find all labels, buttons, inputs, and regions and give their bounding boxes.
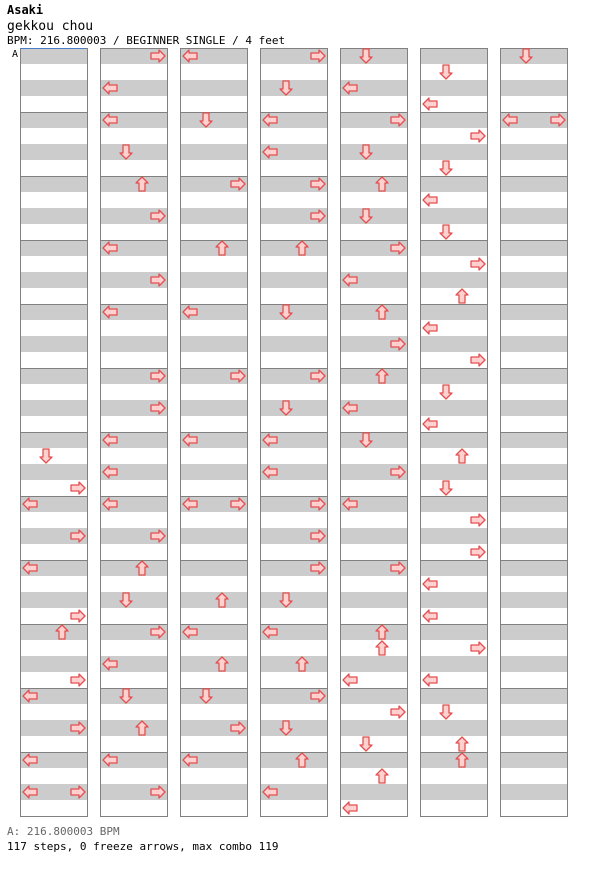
beat-stripe <box>420 688 488 704</box>
beat-stripe <box>260 720 328 736</box>
chart-column-6 <box>420 48 488 817</box>
beat-stripe <box>420 624 488 640</box>
beat-stripe <box>420 288 488 304</box>
beat-stripe <box>340 768 408 784</box>
beat-stripe <box>180 112 248 128</box>
beat-stripe <box>20 48 88 64</box>
beat-stripe <box>420 80 488 96</box>
beat-stripe <box>340 96 408 112</box>
beat-stripe <box>500 496 568 512</box>
beat-stripe <box>420 768 488 784</box>
beat-stripe <box>20 128 88 144</box>
beat-stripe <box>20 96 88 112</box>
beat-stripe <box>500 160 568 176</box>
beat-stripe <box>420 480 488 496</box>
beat-stripe <box>420 464 488 480</box>
beat-stripe <box>20 112 88 128</box>
beat-stripe <box>420 752 488 768</box>
beat-stripe <box>340 656 408 672</box>
beat-stripe <box>340 432 408 448</box>
beat-stripe <box>340 480 408 496</box>
beat-stripe <box>20 640 88 656</box>
beat-stripe <box>420 560 488 576</box>
beat-stripe <box>260 304 328 320</box>
beat-stripe <box>100 704 168 720</box>
beat-stripe <box>100 256 168 272</box>
beat-stripe <box>500 656 568 672</box>
beat-stripe <box>500 64 568 80</box>
beat-stripe <box>20 192 88 208</box>
beat-stripe <box>340 224 408 240</box>
beat-stripe <box>20 800 88 816</box>
step-stats: 117 steps, 0 freeze arrows, max combo 119 <box>7 840 279 853</box>
beat-stripe <box>100 64 168 80</box>
beat-stripe <box>260 128 328 144</box>
beat-stripe <box>420 368 488 384</box>
beat-stripe <box>260 416 328 432</box>
beat-stripe <box>260 736 328 752</box>
beat-stripe <box>20 272 88 288</box>
beat-stripe <box>500 560 568 576</box>
beat-stripe <box>100 144 168 160</box>
beat-stripe <box>20 576 88 592</box>
beat-stripe <box>500 576 568 592</box>
beat-stripe <box>180 80 248 96</box>
beat-stripe <box>20 320 88 336</box>
beat-stripe <box>420 784 488 800</box>
beat-stripe <box>500 432 568 448</box>
beat-stripe <box>500 640 568 656</box>
beat-stripe <box>500 192 568 208</box>
beat-stripe <box>500 144 568 160</box>
beat-stripe <box>260 480 328 496</box>
beat-stripe <box>260 96 328 112</box>
beat-stripe <box>100 160 168 176</box>
chart-column-7 <box>500 48 568 817</box>
beat-stripe <box>20 288 88 304</box>
chart-column-1 <box>20 48 88 817</box>
beat-stripe <box>20 656 88 672</box>
beat-stripe <box>260 224 328 240</box>
beat-stripe <box>340 64 408 80</box>
beat-stripe <box>180 528 248 544</box>
beat-stripe <box>260 272 328 288</box>
beat-stripe <box>340 544 408 560</box>
beat-stripe <box>260 448 328 464</box>
beat-stripe <box>500 304 568 320</box>
beat-stripe <box>100 416 168 432</box>
beat-stripe <box>20 768 88 784</box>
beat-stripe <box>500 272 568 288</box>
beat-stripe <box>420 304 488 320</box>
beat-stripe <box>420 384 488 400</box>
beat-stripe <box>340 512 408 528</box>
beat-stripe <box>100 288 168 304</box>
beat-stripe <box>20 432 88 448</box>
beat-stripe <box>500 336 568 352</box>
beat-stripe <box>260 192 328 208</box>
beat-stripe <box>100 224 168 240</box>
beat-stripe <box>20 512 88 528</box>
beat-stripe <box>420 720 488 736</box>
beat-stripe <box>180 336 248 352</box>
chart-title: Asaki <box>7 3 44 17</box>
beat-stripe <box>100 560 168 576</box>
beat-stripe <box>340 160 408 176</box>
chart-column-5 <box>340 48 408 817</box>
beat-stripe <box>340 368 408 384</box>
beat-stripe <box>260 336 328 352</box>
beat-stripe <box>340 128 408 144</box>
beat-stripe <box>180 144 248 160</box>
beat-stripe <box>340 208 408 224</box>
beat-stripe <box>500 720 568 736</box>
beat-stripe <box>260 256 328 272</box>
beat-stripe <box>180 688 248 704</box>
beat-stripe <box>340 320 408 336</box>
chart-column-2 <box>100 48 168 817</box>
beat-stripe <box>100 176 168 192</box>
beat-stripe <box>260 672 328 688</box>
beat-stripe <box>100 336 168 352</box>
beat-stripe <box>500 208 568 224</box>
beat-stripe <box>260 320 328 336</box>
beat-stripe <box>340 688 408 704</box>
beat-stripe <box>20 64 88 80</box>
beat-stripe <box>500 784 568 800</box>
beat-stripe <box>500 528 568 544</box>
beat-stripe <box>340 720 408 736</box>
beat-stripe <box>180 208 248 224</box>
beat-stripe <box>20 464 88 480</box>
beat-stripe <box>20 176 88 192</box>
beat-stripe <box>500 512 568 528</box>
beat-stripe <box>20 304 88 320</box>
chart-footer <box>7 824 279 854</box>
beat-stripe <box>180 448 248 464</box>
beat-stripe <box>100 320 168 336</box>
beat-stripe <box>500 688 568 704</box>
beat-stripe <box>20 336 88 352</box>
beat-stripe <box>180 128 248 144</box>
beat-stripe <box>420 240 488 256</box>
beat-stripe <box>100 192 168 208</box>
chart-column-4 <box>260 48 328 817</box>
beat-stripe <box>100 592 168 608</box>
beat-stripe <box>340 304 408 320</box>
beat-stripe <box>340 256 408 272</box>
beat-stripe <box>500 592 568 608</box>
beat-stripe <box>500 368 568 384</box>
beat-stripe <box>260 704 328 720</box>
beat-stripe <box>100 608 168 624</box>
beat-stripe <box>180 704 248 720</box>
beat-stripe <box>500 288 568 304</box>
beat-stripe <box>100 736 168 752</box>
beat-stripe <box>420 400 488 416</box>
beat-stripe <box>420 592 488 608</box>
beat-stripe <box>180 272 248 288</box>
beat-stripe <box>20 256 88 272</box>
beat-stripe <box>500 176 568 192</box>
beat-stripe <box>180 240 248 256</box>
beat-stripe <box>500 320 568 336</box>
beat-stripe <box>500 480 568 496</box>
beat-stripe <box>420 496 488 512</box>
beat-stripe <box>180 672 248 688</box>
beat-stripe <box>260 592 328 608</box>
beat-stripe <box>20 624 88 640</box>
beat-stripe <box>420 272 488 288</box>
beat-stripe <box>180 768 248 784</box>
beat-stripe <box>500 256 568 272</box>
beat-stripe <box>500 736 568 752</box>
beat-stripe <box>180 608 248 624</box>
beat-stripe <box>180 576 248 592</box>
beat-stripe <box>20 368 88 384</box>
beat-stripe <box>180 320 248 336</box>
beat-stripe <box>100 544 168 560</box>
beat-stripe <box>340 592 408 608</box>
beat-stripe <box>20 704 88 720</box>
song-title: gekkou chou <box>7 19 94 34</box>
beat-stripe <box>340 784 408 800</box>
beat-stripe <box>260 400 328 416</box>
beat-stripe <box>340 144 408 160</box>
beat-stripe <box>500 448 568 464</box>
beat-stripe <box>100 688 168 704</box>
beat-stripe <box>100 448 168 464</box>
beat-stripe <box>20 384 88 400</box>
beat-stripe <box>20 224 88 240</box>
beat-stripe <box>420 144 488 160</box>
beat-stripe <box>260 576 328 592</box>
beat-stripe <box>340 528 408 544</box>
beat-stripe <box>180 224 248 240</box>
beat-stripe <box>260 288 328 304</box>
beat-stripe <box>340 384 408 400</box>
beat-stripe <box>340 640 408 656</box>
beat-stripe <box>260 64 328 80</box>
beat-stripe <box>180 512 248 528</box>
beat-stripe <box>340 576 408 592</box>
beat-stripe <box>500 752 568 768</box>
beat-stripe <box>260 752 328 768</box>
beat-stripe <box>180 288 248 304</box>
beat-stripe <box>180 96 248 112</box>
beat-stripe <box>180 384 248 400</box>
beat-stripe <box>100 96 168 112</box>
beat-stripe <box>500 400 568 416</box>
beat-stripe <box>20 448 88 464</box>
bpm-legend: A: 216.800003 BPM <box>7 825 120 838</box>
beat-stripe <box>180 592 248 608</box>
beat-stripe <box>100 672 168 688</box>
beat-stripe <box>420 704 488 720</box>
beat-stripe <box>420 176 488 192</box>
beat-stripe <box>500 48 568 64</box>
beat-stripe <box>100 768 168 784</box>
beat-stripe <box>500 704 568 720</box>
beat-stripe <box>500 608 568 624</box>
beat-stripe <box>180 480 248 496</box>
beat-stripe <box>420 224 488 240</box>
beat-stripe <box>20 592 88 608</box>
beat-stripe <box>420 656 488 672</box>
beat-stripe <box>500 224 568 240</box>
beat-stripe <box>100 352 168 368</box>
beat-stripe <box>500 128 568 144</box>
beat-stripe <box>100 800 168 816</box>
bpm-marker-label: A <box>12 49 19 60</box>
beat-stripe <box>260 352 328 368</box>
beat-stripe <box>20 208 88 224</box>
beat-stripe <box>180 560 248 576</box>
beat-stripe <box>260 512 328 528</box>
beat-stripe <box>420 48 488 64</box>
beat-stripe <box>100 128 168 144</box>
chart-meta: BPM: 216.800003 / BEGINNER SINGLE / 4 feet <box>7 34 286 47</box>
beat-stripe <box>340 352 408 368</box>
beat-stripe <box>180 736 248 752</box>
beat-stripe <box>340 288 408 304</box>
beat-stripe <box>340 192 408 208</box>
beat-stripe <box>180 160 248 176</box>
beat-stripe <box>500 240 568 256</box>
beat-stripe <box>420 528 488 544</box>
beat-stripe <box>420 112 488 128</box>
beat-stripe <box>180 192 248 208</box>
beat-stripe <box>500 80 568 96</box>
beat-stripe <box>260 240 328 256</box>
beat-stripe <box>500 768 568 784</box>
beat-stripe <box>420 64 488 80</box>
beat-stripe <box>420 432 488 448</box>
beat-stripe <box>500 464 568 480</box>
beat-stripe <box>180 656 248 672</box>
beat-stripe <box>20 400 88 416</box>
beat-stripe <box>260 384 328 400</box>
beat-stripe <box>20 80 88 96</box>
beat-stripe <box>260 544 328 560</box>
beat-stripe <box>180 400 248 416</box>
beat-stripe <box>180 64 248 80</box>
beat-stripe <box>180 352 248 368</box>
beat-stripe <box>180 256 248 272</box>
beat-stripe <box>340 736 408 752</box>
beat-stripe <box>100 720 168 736</box>
beat-stripe <box>340 448 408 464</box>
beat-stripe <box>20 416 88 432</box>
beat-stripe <box>20 144 88 160</box>
beat-stripe <box>340 416 408 432</box>
beat-stripe <box>260 800 328 816</box>
beat-stripe <box>500 384 568 400</box>
beat-stripe <box>20 352 88 368</box>
beat-stripe <box>260 656 328 672</box>
beat-stripe <box>100 384 168 400</box>
beat-stripe <box>420 160 488 176</box>
beat-stripe <box>340 752 408 768</box>
chart-column-3 <box>180 48 248 817</box>
beat-stripe <box>260 640 328 656</box>
beat-stripe <box>180 800 248 816</box>
beat-stripe <box>260 160 328 176</box>
beat-stripe <box>180 416 248 432</box>
beat-stripe <box>100 512 168 528</box>
beat-stripe <box>100 640 168 656</box>
beat-stripe <box>500 96 568 112</box>
beat-stripe <box>420 800 488 816</box>
beat-stripe <box>340 624 408 640</box>
beat-stripe <box>500 624 568 640</box>
beat-stripe <box>500 352 568 368</box>
beat-stripe <box>180 784 248 800</box>
beat-stripe <box>420 448 488 464</box>
beat-stripe <box>20 544 88 560</box>
beat-stripe <box>180 640 248 656</box>
beat-stripe <box>500 544 568 560</box>
beat-stripe <box>100 576 168 592</box>
beat-stripe <box>260 80 328 96</box>
beat-stripe <box>180 544 248 560</box>
beat-stripe <box>260 608 328 624</box>
beat-stripe <box>340 48 408 64</box>
beat-stripe <box>340 176 408 192</box>
beat-stripe <box>420 208 488 224</box>
beat-stripe <box>420 736 488 752</box>
beat-stripe <box>100 480 168 496</box>
beat-stripe <box>420 336 488 352</box>
beat-stripe <box>500 800 568 816</box>
beat-stripe <box>180 464 248 480</box>
beat-stripe <box>20 736 88 752</box>
beat-stripe <box>20 160 88 176</box>
beat-stripe <box>260 768 328 784</box>
beat-stripe <box>340 608 408 624</box>
beat-stripe <box>20 240 88 256</box>
beat-stripe <box>500 672 568 688</box>
beat-stripe <box>500 416 568 432</box>
